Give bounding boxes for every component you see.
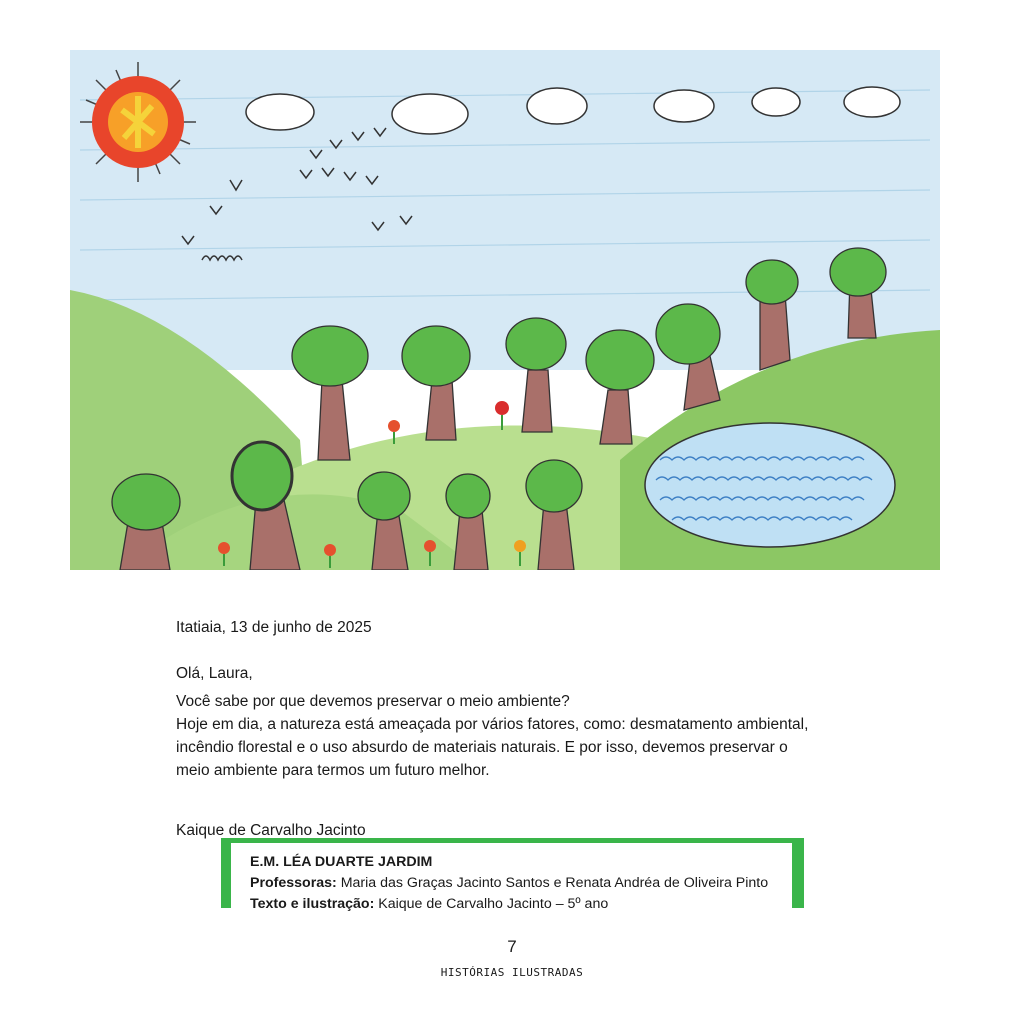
- letter-body: [176, 690, 876, 782]
- running-footer-title: HISTÓRIAS ILUSTRADAS: [440, 966, 584, 979]
- teachers-names: Maria das Graças Jacinto Santos e Renata Andréa de Oliveira Pinto: [336, 875, 769, 891]
- letter-body-line: meio ambiente para termos um futuro melhor.: [176, 762, 490, 779]
- letter-body-line: Você sabe por que devemos preservar o meio ambiente?: [176, 693, 570, 710]
- teachers-line: [250, 873, 792, 894]
- lake: [645, 423, 895, 547]
- sky: [70, 50, 940, 370]
- credits-box: [221, 838, 804, 912]
- school-name: E.M. LÉA DUARTE JARDIM: [250, 854, 433, 870]
- drawing-illustration: [60, 40, 950, 570]
- author-label: Texto e ilustração:: [250, 896, 375, 912]
- letter-body-line: incêndio florestal e o uso absurdo de materiais naturais. E por isso, devemos preservar o: [176, 739, 788, 756]
- letter-signature: Kaique de Carvalho Jacinto: [176, 821, 366, 839]
- teachers-label: Professoras:: [250, 875, 337, 891]
- letter-place-date: Itatiaia, 13 de junho de 2025: [176, 618, 372, 636]
- page-number: 7: [507, 937, 517, 956]
- author-name: Kaique de Carvalho Jacinto – 5º ano: [374, 896, 609, 912]
- letter-greeting: Olá, Laura,: [176, 664, 253, 682]
- letter-body-line: Hoje em dia, a natureza está ameaçada por vários fatores, como: desmatamento ambiental,: [176, 716, 809, 733]
- author-line: [250, 894, 792, 915]
